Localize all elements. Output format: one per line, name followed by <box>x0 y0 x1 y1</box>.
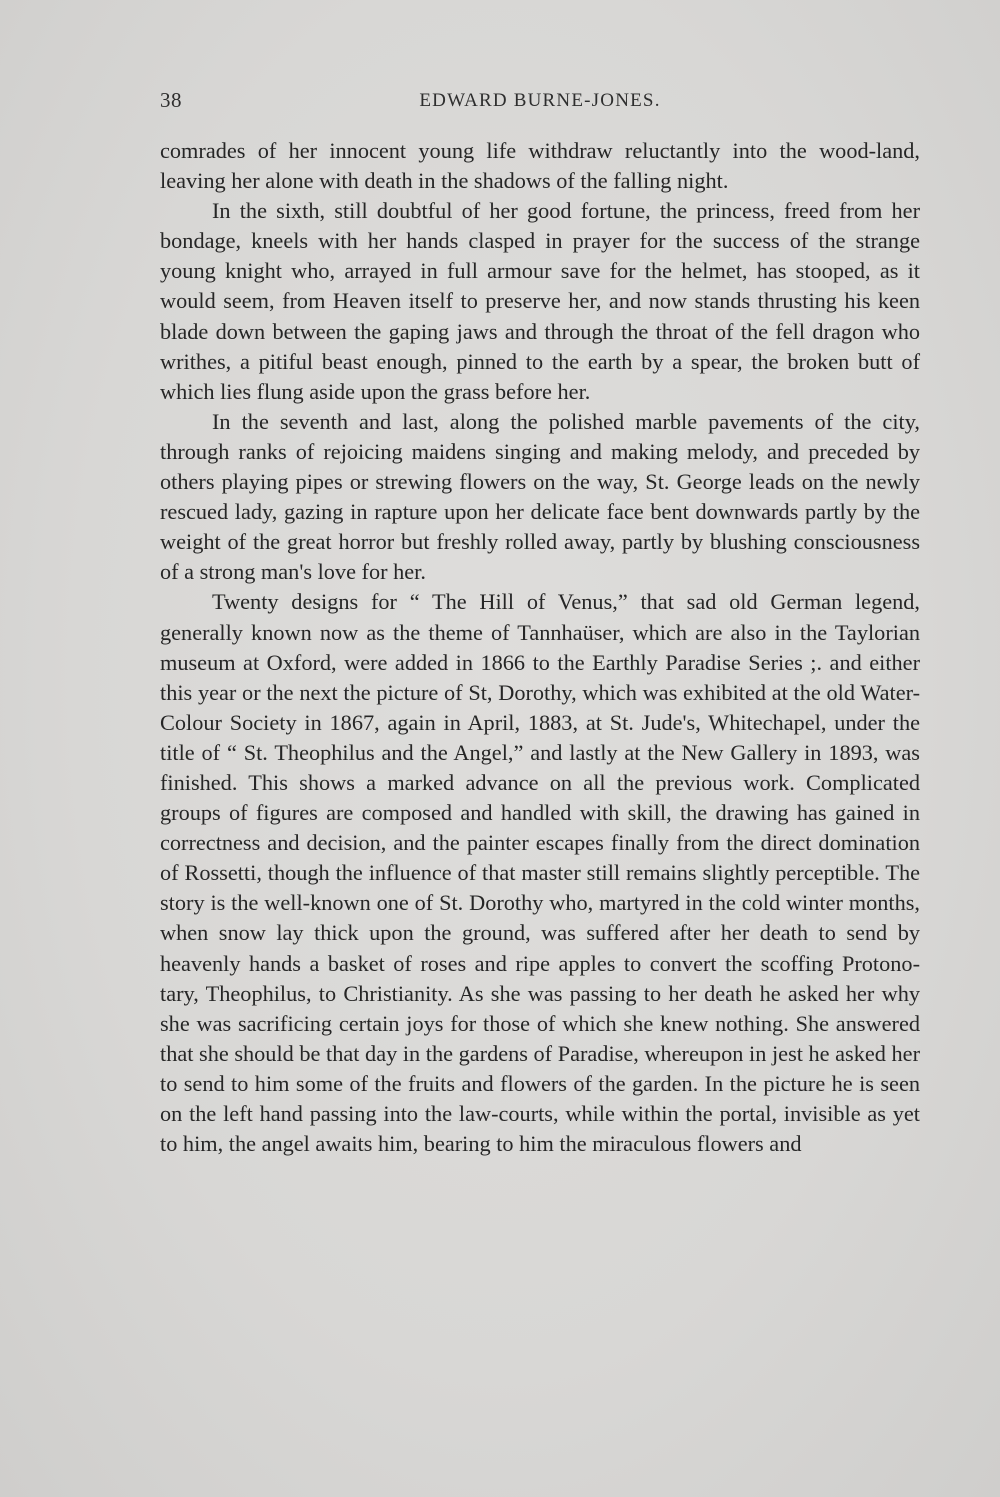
paragraph-seventh-design: In the seventh and last, along the polished marble pavements of the city, through ranks of rejoicing maidens singing and making melody, and preceded by others playing pipes or strewing flowers on the way, St. George leads on the newly rescued lady, gazing in rapture upon her delicate face bent downwards partly by the weight of the great horror but freshly rolled away, partly by blushing consciousness of a strong man's love for her. <box>160 408 920 585</box>
paragraph-continued: comrades of her innocent young life withdraw reluctantly into the wood-land, leaving her alone with death in the shadows of the falling night. <box>160 138 920 194</box>
page-number: 38 <box>160 88 182 112</box>
paragraph-sixth-design: In the sixth, still doubtful of her good fortune, the princess, freed from her bondage, kneels with her hands clasped in prayer for the success of the strange young knight who, arrayed in full armour save for the helmet, has stooped, as it would seem, from Heaven itself to preserve her, and now stands thrusting his keen blade down between the gaping jaws and through the throat of the fell dragon who writhes, a pitiful beast enough, pinned to the earth by a spear, the broken butt of which lies flung aside upon the grass before her. <box>160 198 920 404</box>
paragraph-hill-of-venus: Twenty designs for “ The Hill of Venus,” that sad old German legend, generally known now as the theme of Tannhaüser, which are also in the Taylorian museum at Oxford, were added in 1866 to the Earthly Paradise Series ;. and either this year or the next the picture of St, Dorothy, which was exhibited at the old Water-Colour Society in 1867, again in April, 1883, at St. Jude's, Whitechapel, under the title of “ St. Theophilus and the Angel,” and lastly at the New Gallery in 1893, was finished. This shows a marked advance on all the previous work. Complicated groups of figures are composed and handled with skill, the drawing has gained in correctness and decision, and the painter escapes finally from the direct domination of Rossetti, though the influence of that master still remains slightly perceptible. The story is the well-known one of St. Dorothy who, martyred in the cold winter months, when snow lay thick upon the ground, was suffered after her death to send by heavenly hands a basket of roses and ripe apples to convert the scoffing Protono-tary, Theophilus, to Christianity. As she was passing to her death he asked her why she was sacrificing certain joys for those of which she knew nothing. She answered that she should be that day in the gardens of Paradise, whereupon in jest he asked her to send to him some of the fruits and flowers of the garden. In the picture he is seen on the left hand passing into the law-courts, while within the portal, invisible as yet to him, the angel awaits him, bearing to him the miraculous flowers and <box>160 589 920 1157</box>
body-text <box>160 136 920 1159</box>
page-header <box>160 88 920 118</box>
running-head: EDWARD BURNE-JONES. <box>419 90 661 111</box>
